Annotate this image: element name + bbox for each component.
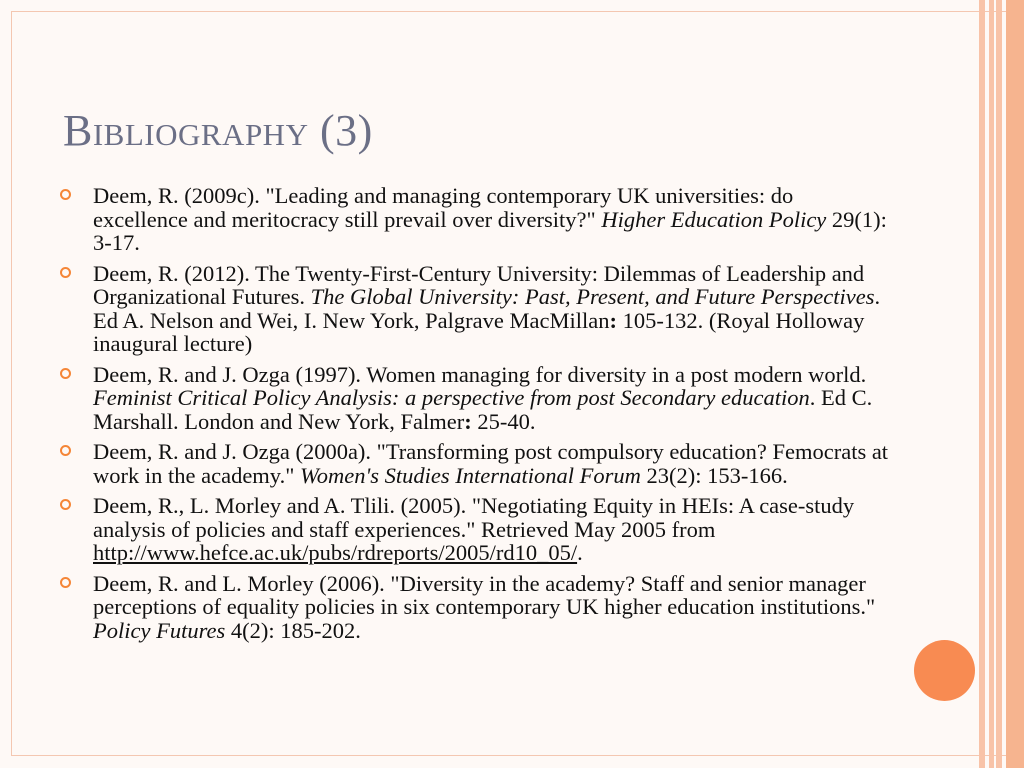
bibliography-entry bbox=[59, 184, 889, 255]
bibliography-entry bbox=[59, 363, 889, 434]
bullet-icon bbox=[60, 368, 71, 379]
bullet-icon bbox=[60, 267, 71, 278]
decorative-circle bbox=[914, 640, 975, 701]
entry-text: 25-40. bbox=[471, 408, 536, 434]
entry-text: Deem, R., L. Morley and A. Tlili. (2005). "Negotiating Equity in HEIs: A case-study analysis of policies and staff experiences." Retrieved May 2005 from bbox=[93, 493, 855, 542]
bullet-icon bbox=[60, 577, 71, 588]
entry-text: Deem, R. and J. Ozga (1997). Women managing for diversity in a post modern world. bbox=[93, 361, 867, 387]
bibliography-list bbox=[59, 184, 889, 649]
entry-journal: Women's Studies International Forum bbox=[300, 462, 641, 488]
entry-text: 4(2): 185-202. bbox=[225, 617, 361, 643]
entry-text: : bbox=[464, 408, 472, 434]
entry-journal: The Global University: Past, Present, and Future Perspectives bbox=[310, 284, 875, 309]
slide-title: Bibliography (3) bbox=[63, 106, 373, 155]
entry-text: 29(1): 3-17. bbox=[93, 206, 887, 255]
decorative-stripe bbox=[1006, 0, 1024, 768]
hefce-link[interactable]: http://www.hefce.ac.uk/pubs/rdreports/2005/rd10_05/ bbox=[93, 540, 578, 565]
bibliography-entry bbox=[59, 262, 889, 356]
bullet-icon bbox=[60, 499, 71, 510]
entry-text: . bbox=[577, 540, 583, 565]
decorative-stripe bbox=[979, 0, 985, 768]
entry-text: 105-132. (Royal Holloway inaugural lecture) bbox=[93, 307, 865, 356]
entry-journal: Policy Futures bbox=[93, 617, 226, 643]
bullet-icon bbox=[60, 445, 71, 456]
decorative-stripe bbox=[996, 0, 1002, 768]
bibliography-entry bbox=[59, 572, 889, 643]
entry-text: Deem, R. (2009c). "Leading and managing contemporary UK universities: do excellence and meritocracy still prevail over diversity?" bbox=[93, 183, 794, 232]
entry-text: Deem, R. (2012). The Twenty-First-Century University: Dilemmas of Leadership and Organizational Futures. bbox=[93, 260, 865, 309]
bullet-icon bbox=[60, 189, 71, 200]
entry-journal: Feminist Critical Policy Analysis: a perspective from post Secondary education bbox=[93, 385, 810, 410]
bibliography-entry bbox=[59, 494, 889, 565]
bibliography-entry bbox=[59, 440, 889, 487]
entry-text: . Ed C. Marshall. London and New York, Falmer bbox=[93, 385, 873, 434]
entry-text: : bbox=[609, 307, 617, 333]
entry-text: Deem, R. and L. Morley (2006). "Diversity in the academy? Staff and senior manager perceptions of equality policies in six contemporary UK higher education institutions." bbox=[93, 570, 876, 619]
entry-text: 23(2): 153-166. bbox=[640, 462, 788, 488]
entry-text: Deem, R. and J. Ozga (2000a). "Transforming post compulsory education? Femocrats at work in the academy." bbox=[93, 439, 889, 488]
entry-journal: Higher Education Policy bbox=[601, 206, 827, 232]
entry-text: . Ed A. Nelson and Wei, I. New York, Palgrave MacMillan bbox=[93, 284, 881, 333]
decorative-stripe bbox=[989, 0, 994, 768]
